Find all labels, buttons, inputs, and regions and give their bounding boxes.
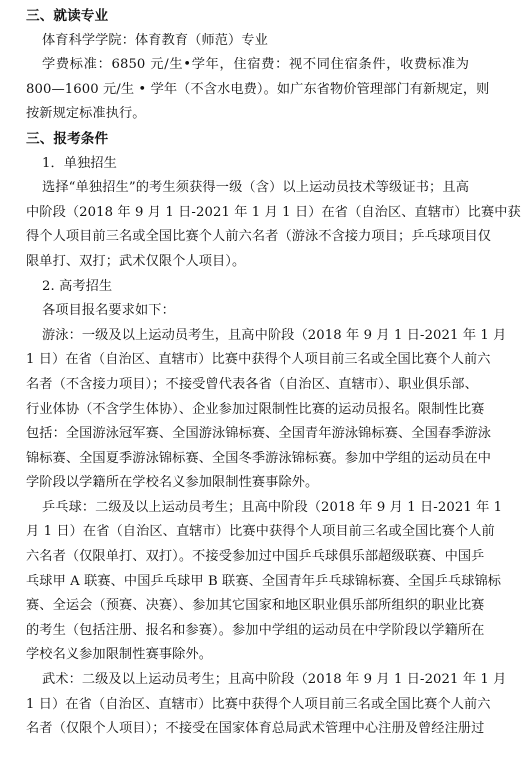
text-line: 月 1 日）在省（自治区、直辖市）比赛中获得个人项目前三名或全国比赛个人前 (26, 524, 495, 540)
text-line: 选择“单独招生”的考生须获得一级（含）以上运动员技术等级证书；且高 (42, 180, 469, 196)
text-line: 1．单独招生 (42, 155, 117, 171)
text-line: 1 日）在省（自治区、直辖市）比赛中获得个人项目前三名或全国比赛个人前六 (26, 352, 491, 368)
text-line: 锦标赛、全国夏季游泳锦标赛、全国冬季游泳锦标赛。参加中学组的运动员在中 (26, 450, 492, 466)
text-line: 武术：二级及以上运动员考生；且高中阶段（2018 年 9 月 1 日-2021 年 1 月 (42, 672, 507, 688)
text-line: 得个人项目前三名或全国比赛个人前六名者（游泳不含接力项目；乒乓球项目仅 (26, 229, 492, 245)
text-line: 学阶段以学籍所在学校名义参加限制性赛事除外。 (26, 475, 319, 491)
text-line: 六名者（仅限单打、双打）。不接受参加过中国乒乓球俱乐部超级联赛、中国乒 (26, 549, 485, 565)
text-line: 名者（仅限个人项目）；不接受在国家体育总局武术管理中心注册及曾经注册过 (26, 721, 485, 737)
text-line: 包括：全国游泳冠军赛、全国游泳锦标赛、全国青年游泳锦标赛、全国春季游泳 (26, 426, 492, 442)
text-line: 2. 高考招生 (42, 278, 113, 294)
text-line: 限单打、双打；武术仅限个人项目）。 (26, 253, 246, 269)
text-line: 体育科学学院：体育教育（师范）专业 (42, 32, 268, 48)
text-line: 赛、全运会（预赛、决赛）、参加其它国家和地区职业俱乐部所组织的职业比赛 (26, 598, 485, 614)
text-line: 学校名义参加限制性赛事除外。 (26, 647, 213, 663)
text-line: 的考生（包括注册、报名和参赛）。参加中学组的运动员在中学阶段以学籍所在 (26, 622, 485, 638)
text-line: 按新规定标准执行。 (26, 106, 146, 122)
text-line: 游泳：一级及以上运动员考生，且高中阶段（2018 年 9 月 1 日-2021 年 1 月 (42, 327, 507, 343)
section-heading: 三、报考条件 (26, 130, 109, 147)
text-line: 行业体协（不含学生体协）、企业参加过限制性比赛的运动员报名。限制性比赛 (26, 401, 485, 417)
text-line: 中阶段（2018 年 9 月 1 日-2021 年 1 月 1 日）在省（自治区、直辖市）比赛中获 (26, 204, 521, 220)
text-line: 乓球甲 A 联赛、中国乒乓球甲 B 联赛、全国青年乒乓球锦标赛、全国乒乓球锦标 (26, 573, 502, 589)
text-line: 名者（不含接力项目）；不接受曾代表各省（自治区、直辖市）、职业俱乐部、 (26, 376, 478, 392)
text-line: 800—1600 元/生 • 学年（不含水电费）。如广东省物价管理部门有新规定，则 (26, 81, 490, 97)
section-heading: 三、就读专业 (26, 8, 109, 24)
text-line: 乒乓球：二级及以上运动员考生；且高中阶段（2018 年 9 月 1 日-2021 年 1 (42, 499, 503, 515)
text-line: 各项目报名要求如下： (42, 303, 175, 319)
text-line: 1 日）在省（自治区、直辖市）比赛中获得个人项目前三名或全国比赛个人前六 (26, 696, 491, 712)
text-line: 学费标准：6850 元/生•学年，住宿费：视不同住宿条件，收费标准为 (42, 57, 469, 73)
